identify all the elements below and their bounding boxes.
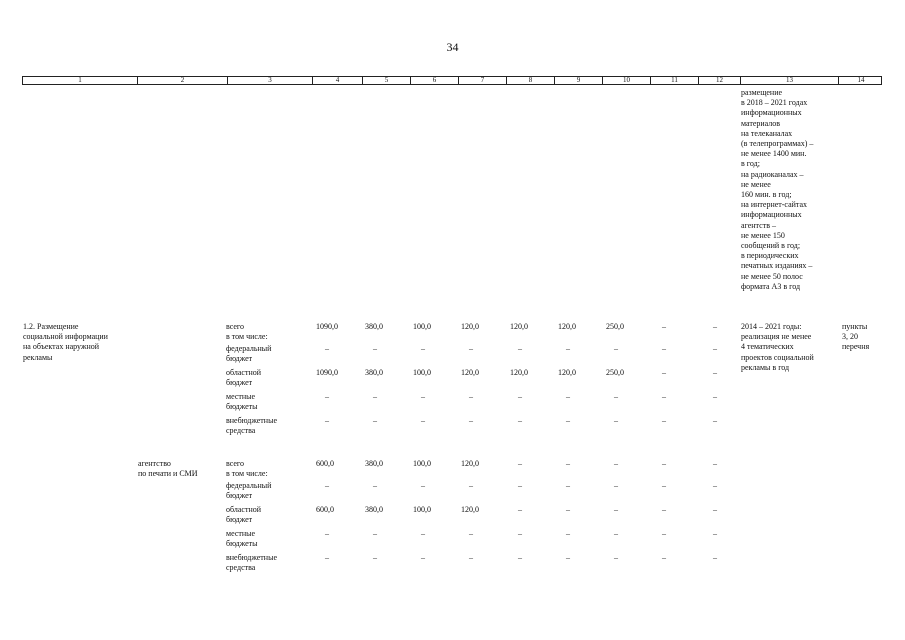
- col13-result-line: рекламы в год: [741, 362, 790, 372]
- cell-value: –: [566, 392, 570, 401]
- page-number: 34: [446, 40, 459, 54]
- cell-value: –: [614, 505, 618, 514]
- col14-reference-line: перечня: [842, 342, 870, 352]
- row-label: внебюджетные: [226, 553, 277, 562]
- cell-value: –: [662, 416, 666, 425]
- cell-value: –: [469, 553, 473, 562]
- row-label: в том числе:: [226, 332, 268, 341]
- cell-value: 120,0: [510, 368, 528, 377]
- measure-title-line: социальной информации: [23, 332, 108, 342]
- row-label: в том числе:: [226, 469, 268, 478]
- row-label: федеральный: [226, 481, 272, 490]
- cell-value: 1090,0: [316, 368, 338, 377]
- measure-title-line: рекламы: [23, 352, 53, 362]
- cell-value: 600,0: [316, 505, 334, 514]
- col13-continuation-line: (в телепрограммах) –: [741, 139, 814, 148]
- executor-line: по печати и СМИ: [138, 469, 198, 479]
- row-label: бюджет: [226, 378, 253, 388]
- cell-value: 1090,0: [316, 322, 338, 331]
- cell-value: –: [566, 459, 570, 468]
- cell-value: –: [373, 344, 377, 353]
- cell-value: –: [518, 505, 522, 514]
- col13-continuation-line: не менее 50 полос: [741, 271, 803, 281]
- header-col-8: 8: [506, 76, 554, 85]
- col13-continuation-line: размещение: [741, 88, 783, 97]
- row-label: средства: [226, 426, 256, 436]
- col13-continuation-line: информационных: [741, 210, 802, 220]
- col13-result-line: проектов социальной: [741, 352, 814, 362]
- cell-value: –: [713, 392, 717, 401]
- cell-value: –: [614, 459, 618, 468]
- header-col-1: 1: [78, 76, 82, 84]
- col13-continuation-line: на интернет-сайтах: [741, 200, 808, 210]
- row-label: областной: [226, 505, 262, 514]
- cell-value: –: [421, 481, 425, 490]
- col13-continuation-line: материалов: [741, 118, 781, 128]
- header-col-5: 5: [362, 76, 410, 85]
- cell-value: –: [518, 344, 522, 353]
- measure-title-line: 1.2. Размещение: [23, 322, 79, 331]
- row-label: всего: [226, 459, 245, 468]
- row-label: бюджеты: [226, 402, 258, 412]
- cell-value: –: [469, 529, 473, 538]
- cell-value: 100,0: [413, 505, 431, 514]
- cell-value: –: [713, 322, 717, 331]
- cell-value: 380,0: [365, 368, 383, 377]
- header-col-4: 4: [312, 76, 362, 85]
- cell-value: –: [662, 505, 666, 514]
- cell-value: –: [421, 553, 425, 562]
- col14-reference-line: пункты: [842, 322, 868, 331]
- cell-value: –: [373, 553, 377, 562]
- header-col-11: 11: [650, 76, 698, 85]
- header-col-9: 9: [554, 76, 602, 85]
- col13-result-line: реализация не менее: [741, 332, 812, 342]
- cell-value: –: [469, 416, 473, 425]
- cell-value: –: [373, 392, 377, 401]
- cell-value: 100,0: [413, 322, 431, 331]
- row-label: внебюджетные: [226, 416, 277, 425]
- header-col-6: 6: [410, 76, 458, 85]
- cell-value: –: [662, 392, 666, 401]
- cell-value: –: [614, 344, 618, 353]
- cell-value: –: [518, 481, 522, 490]
- row-label: федеральный: [226, 344, 272, 353]
- cell-value: 380,0: [365, 505, 383, 514]
- cell-value: 250,0: [606, 322, 624, 331]
- col13-continuation-line: не менее 1400 мин.: [741, 149, 807, 159]
- cell-value: –: [421, 344, 425, 353]
- cell-value: –: [566, 481, 570, 490]
- col13-result-line: 2014 – 2021 годы:: [741, 322, 802, 331]
- measure-title-line: на объектах наружной: [23, 342, 100, 352]
- cell-value: –: [713, 553, 717, 562]
- cell-value: 120,0: [461, 505, 479, 514]
- cell-value: 120,0: [461, 459, 479, 468]
- cell-value: 100,0: [413, 368, 431, 377]
- cell-value: –: [614, 529, 618, 538]
- row-label: бюджеты: [226, 539, 258, 549]
- cell-value: –: [325, 529, 329, 538]
- cell-value: –: [662, 553, 666, 562]
- cell-value: 120,0: [461, 368, 479, 377]
- cell-value: –: [325, 392, 329, 401]
- cell-value: –: [325, 416, 329, 425]
- cell-value: –: [325, 344, 329, 353]
- cell-value: –: [614, 553, 618, 562]
- cell-value: –: [713, 459, 717, 468]
- cell-value: 100,0: [413, 459, 431, 468]
- executor-line: агентство: [138, 459, 171, 468]
- row-label: бюджет: [226, 515, 253, 525]
- row-label: областной: [226, 368, 262, 377]
- col13-continuation-line: не менее: [741, 179, 771, 189]
- row-label: всего: [226, 322, 245, 331]
- cell-value: 380,0: [365, 322, 383, 331]
- header-col-3: 3: [227, 76, 312, 85]
- cell-value: –: [713, 344, 717, 353]
- cell-value: –: [566, 529, 570, 538]
- col13-continuation-line: 160 мин. в год;: [741, 190, 792, 199]
- row-label: бюджет: [226, 354, 253, 364]
- cell-value: –: [421, 529, 425, 538]
- cell-value: 120,0: [510, 322, 528, 331]
- col13-continuation-line: на телеканалах: [741, 128, 793, 138]
- header-col-14: 14: [838, 76, 883, 85]
- cell-value: –: [566, 553, 570, 562]
- cell-value: –: [566, 505, 570, 514]
- col13-continuation-line: агентств –: [741, 220, 776, 230]
- col13-continuation-line: не менее 150: [741, 230, 785, 240]
- col14-reference-line: 3, 20: [842, 332, 858, 342]
- cell-value: –: [662, 529, 666, 538]
- cell-value: –: [518, 553, 522, 562]
- cell-value: –: [662, 481, 666, 490]
- cell-value: –: [713, 368, 717, 377]
- cell-value: –: [373, 481, 377, 490]
- col13-result-line: 4 тематических: [741, 342, 794, 352]
- row-label: средства: [226, 563, 256, 573]
- cell-value: –: [713, 529, 717, 538]
- cell-value: 250,0: [606, 368, 624, 377]
- cell-value: –: [614, 392, 618, 401]
- col13-continuation-line: на радиоканалах –: [741, 169, 804, 179]
- col13-continuation-line: в 2018 – 2021 годах: [741, 98, 808, 108]
- cell-value: –: [614, 416, 618, 425]
- col13-continuation-line: в периодических: [741, 251, 799, 261]
- cell-value: 120,0: [558, 368, 576, 377]
- col13-continuation-line: информационных: [741, 108, 802, 118]
- cell-value: –: [662, 459, 666, 468]
- header-col-7: 7: [458, 76, 506, 85]
- cell-value: –: [421, 416, 425, 425]
- cell-value: –: [325, 553, 329, 562]
- cell-value: –: [662, 322, 666, 331]
- header-col-13: 13: [740, 76, 838, 85]
- cell-value: –: [614, 481, 618, 490]
- cell-value: –: [566, 416, 570, 425]
- cell-value: –: [713, 505, 717, 514]
- cell-value: –: [421, 392, 425, 401]
- cell-value: –: [373, 416, 377, 425]
- cell-value: –: [713, 416, 717, 425]
- cell-value: –: [469, 481, 473, 490]
- cell-value: –: [662, 368, 666, 377]
- row-label: местные: [226, 529, 256, 538]
- cell-value: –: [662, 344, 666, 353]
- cell-value: –: [325, 481, 329, 490]
- cell-value: –: [373, 529, 377, 538]
- cell-value: –: [566, 344, 570, 353]
- cell-value: –: [469, 344, 473, 353]
- cell-value: 600,0: [316, 459, 334, 468]
- header-col-10: 10: [602, 76, 650, 85]
- cell-value: –: [518, 459, 522, 468]
- table-header-row: [22, 76, 882, 85]
- header-col-2: 2: [137, 76, 227, 85]
- cell-value: 120,0: [558, 322, 576, 331]
- col13-continuation-line: печатных изданиях –: [741, 261, 813, 271]
- cell-value: 120,0: [461, 322, 479, 331]
- col13-continuation-line: в год;: [741, 159, 760, 169]
- col13-continuation-line: сообщений в год;: [741, 241, 801, 250]
- cell-value: 380,0: [365, 459, 383, 468]
- col13-continuation-line: формата А3 в год: [741, 281, 801, 291]
- header-col-12: 12: [698, 76, 740, 85]
- cell-value: –: [469, 392, 473, 401]
- cell-value: –: [518, 392, 522, 401]
- cell-value: –: [518, 416, 522, 425]
- row-label: бюджет: [226, 491, 253, 501]
- row-label: местные: [226, 392, 256, 401]
- cell-value: –: [518, 529, 522, 538]
- cell-value: –: [713, 481, 717, 490]
